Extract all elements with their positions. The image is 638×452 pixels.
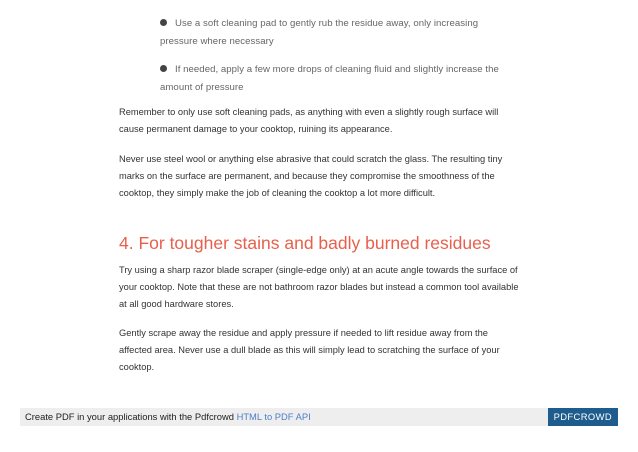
paragraph: Never use steel wool or anything else abrasive that could scratch the glass. The resulting tiny marks on the surface are permanent, and because they compromise the smoothness of the cooktop, they simply make the job of cleaning the cooktop a lot more difficult. — [119, 154, 503, 199]
paragraph: Try using a sharp razor blade scraper (single-edge only) at an acute angle towards the surface of your cooktop. Note that these are not bathroom razor blades but instead a common tool available at all good hardware stores. — [119, 265, 519, 310]
paragraph: Remember to only use soft cleaning pads, as anything with even a slightly rough surface will cause permanent damage to your cooktop, ruining its appearance. — [119, 107, 499, 135]
bullet-item — [160, 61, 505, 97]
html-to-pdf-link[interactable]: HTML to PDF API — [236, 411, 311, 422]
pdf-footer-bar — [20, 408, 618, 426]
paragraph: Gently scrape away the residue and apply pressure if needed to lift residue away from the affected area. Never use a dull blade as this will simply lead to scratching the surface of your cooktop. — [119, 328, 500, 373]
bullet-dot-icon — [160, 19, 167, 26]
footer-text — [25, 408, 311, 426]
footer-prefix: Create PDF in your applications with the Pdfcrowd — [25, 411, 234, 422]
bullet-text: If needed, apply a few more drops of cleaning fluid and slightly increase the amount of pressure — [160, 64, 499, 93]
bullet-item — [160, 15, 505, 51]
pdfcrowd-logo-button[interactable]: PDFCROWD — [548, 408, 618, 426]
bullet-text: Use a soft cleaning pad to gently rub the residue away, only increasing pressure where necessary — [160, 18, 479, 47]
section-heading: 4. For tougher stains and badly burned residues — [119, 233, 491, 253]
bullet-dot-icon — [160, 65, 167, 72]
